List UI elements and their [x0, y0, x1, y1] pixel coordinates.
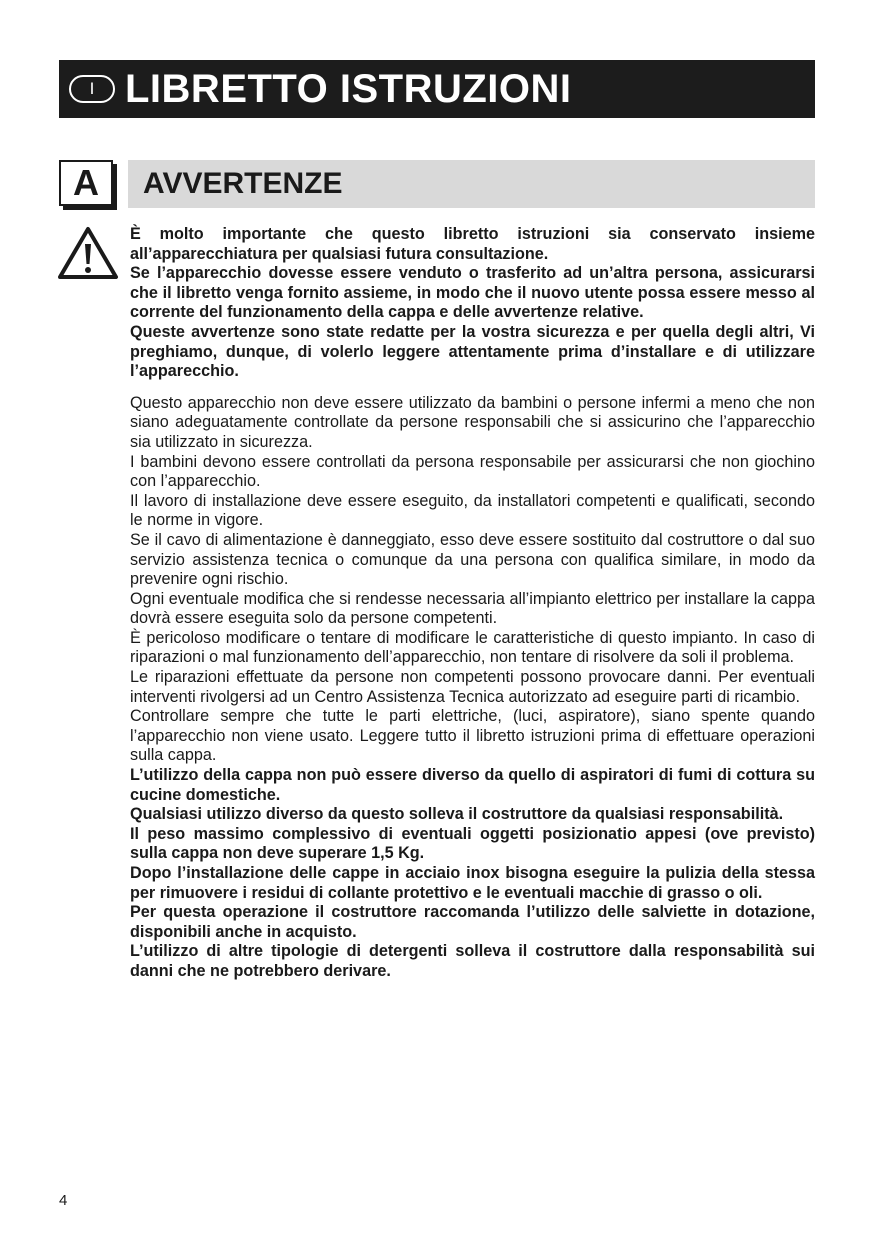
- bold-paragraph: Per questa operazione il costruttore raccomanda l’utilizzo delle salviette in dotazione, disponibili anche in acquisto.: [130, 903, 815, 941]
- body-paragraph: È pericoloso modificare o tentare di modificare le caratteristiche di questo impianto. In caso di riparazioni o mal funzionamento dell’apparecchio, non tentare di risolvere da soli il problema.: [130, 628, 815, 667]
- paragraph-spacer: [130, 382, 815, 394]
- body-paragraph: I bambini devono essere controllati da persona responsabile per assicurarsi che non giochino con l’apparecchio.: [130, 452, 815, 491]
- intro-paragraph: Queste avvertenze sono state redatte per la vostra sicurezza e per quella degli altri, Vi preghiamo, dunque, di volerlo leggere attentamente prima d’installare e di utilizzare l’apparecchio.: [130, 322, 815, 381]
- language-badge: I: [69, 75, 115, 103]
- manual-title-bar: [59, 60, 815, 118]
- body-paragraph: Le riparazioni effettuate da persone non competenti possono provocare danni. Per eventuali interventi rivolgersi ad un Centro Assistenza Tecnica autorizzato ad eseguire parti di ricambio.: [130, 668, 815, 706]
- section-letter-box: A: [59, 160, 113, 206]
- body-paragraph: Ogni eventuale modifica che si rendesse necessaria all’impianto elettrico per installare la cappa dovrà essere eseguita solo da persone competenti.: [130, 589, 815, 628]
- intro-paragraph: È molto importante che questo libretto istruzioni sia conservato insieme all’apparecchiatura per qualsiasi futura consultazione.: [130, 225, 815, 263]
- bold-paragraph: Dopo l’installazione delle cappe in acciaio inox bisogna eseguire la pulizia della stessa per rimuovere i residui di collante protettivo e le eventuali macchie di grasso o oli.: [130, 864, 815, 902]
- page-number: 4: [59, 1192, 68, 1209]
- manual-title: LIBRETTO ISTRUZIONI: [125, 66, 572, 111]
- intro-paragraph: Se l’apparecchio dovesse essere venduto o trasferito ad un’altra persona, assicurarsi che il libretto venga fornito assieme, in modo che il nuovo utente possa essere messo al corrente del funzionamento della cappa e delle avvertenze relative.: [130, 264, 815, 322]
- body-paragraph: Controllare sempre che tutte le parti elettriche, (luci, aspiratore), siano spente quando l’apparecchio non viene usato. Leggere tutto il libretto istruzioni prima di effettuare operazioni sulla cappa.: [130, 707, 815, 765]
- bold-paragraph: Il peso massimo complessivo di eventuali oggetti posizionatio appesi (ove previsto) sulla cappa non deve superare 1,5 Kg.: [130, 824, 815, 863]
- body-paragraph: Questo apparecchio non deve essere utilizzato da bambini o persone infermi a meno che non siano adeguatamente controllate da persone responsabili che si assicurino che l’apparecchio sia utilizzato in sicurezza.: [130, 393, 815, 451]
- warning-triangle-icon: [57, 226, 119, 280]
- bold-paragraph: L’utilizzo di altre tipologie di detergenti solleva il costruttore dalla responsabilità sui danni che ne potrebbero derivare.: [130, 942, 815, 980]
- section-title: AVVERTENZE: [143, 167, 343, 200]
- body-paragraph: Il lavoro di installazione deve essere eseguito, da installatori competenti e qualificati, secondo le norme in vigore.: [130, 491, 815, 530]
- bold-paragraph: L’utilizzo della cappa non può essere diverso da quello di aspiratori di fumi di cottura su cucine domestiche.: [130, 766, 815, 804]
- section-header: [128, 160, 815, 208]
- warnings-content: [130, 225, 815, 982]
- body-paragraph: Se il cavo di alimentazione è danneggiato, esso deve essere sostituito dal costruttore o dal suo servizio assistenza tecnica o comunque da una persona con qualifica similare, in modo da prevenire ogni rischio.: [130, 530, 815, 589]
- bold-paragraph: Qualsiasi utilizzo diverso da questo solleva il costruttore da qualsiasi responsabilità.: [130, 805, 784, 824]
